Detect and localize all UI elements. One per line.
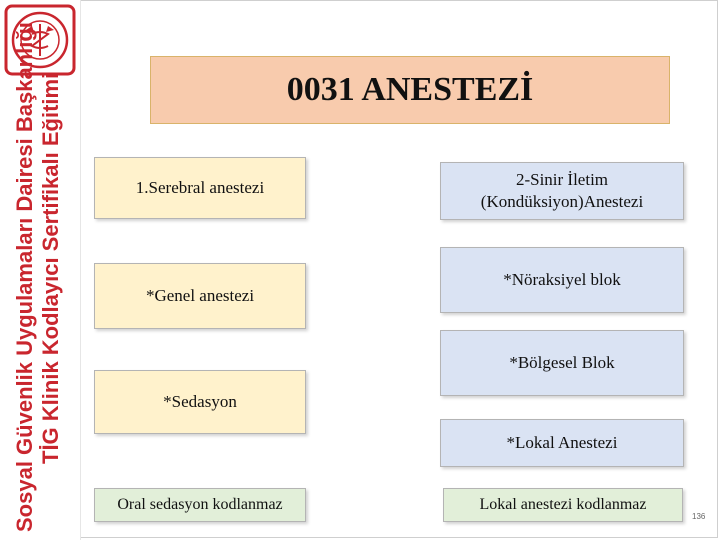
sidebar-line1: Sosyal Güvenlik Uygulamaları Dairesi Başkanlığı: [12, 22, 37, 532]
box-regional-block: *Bölgesel Blok: [440, 330, 684, 396]
box-oral-sedation-note: Oral sedasyon kodlanmaz: [94, 488, 306, 522]
slide-title: 0031 ANESTEZİ: [150, 56, 670, 124]
page-number: 136: [692, 512, 706, 521]
box-sedation: *Sedasyon: [94, 370, 306, 434]
box-local-anesthesia: *Lokal Anestezi: [440, 419, 684, 467]
box-nerve-conduction-anesthesia: 2-Sinir İletim (Kondüksiyon)Anestezi: [440, 162, 684, 220]
box-local-anesthesia-note: Lokal anestezi kodlanmaz: [443, 488, 683, 522]
box-cerebral-anesthesia: 1.Serebral anestezi: [94, 157, 306, 219]
box-general-anesthesia: *Genel anestezi: [94, 263, 306, 329]
sidebar-line2: TİG Klinik Kodlayıcı Sertifikalı Eğitimi: [38, 72, 63, 464]
box-neuraxial-block: *Nöraksiyel blok: [440, 247, 684, 313]
sidebar: [0, 0, 81, 540]
